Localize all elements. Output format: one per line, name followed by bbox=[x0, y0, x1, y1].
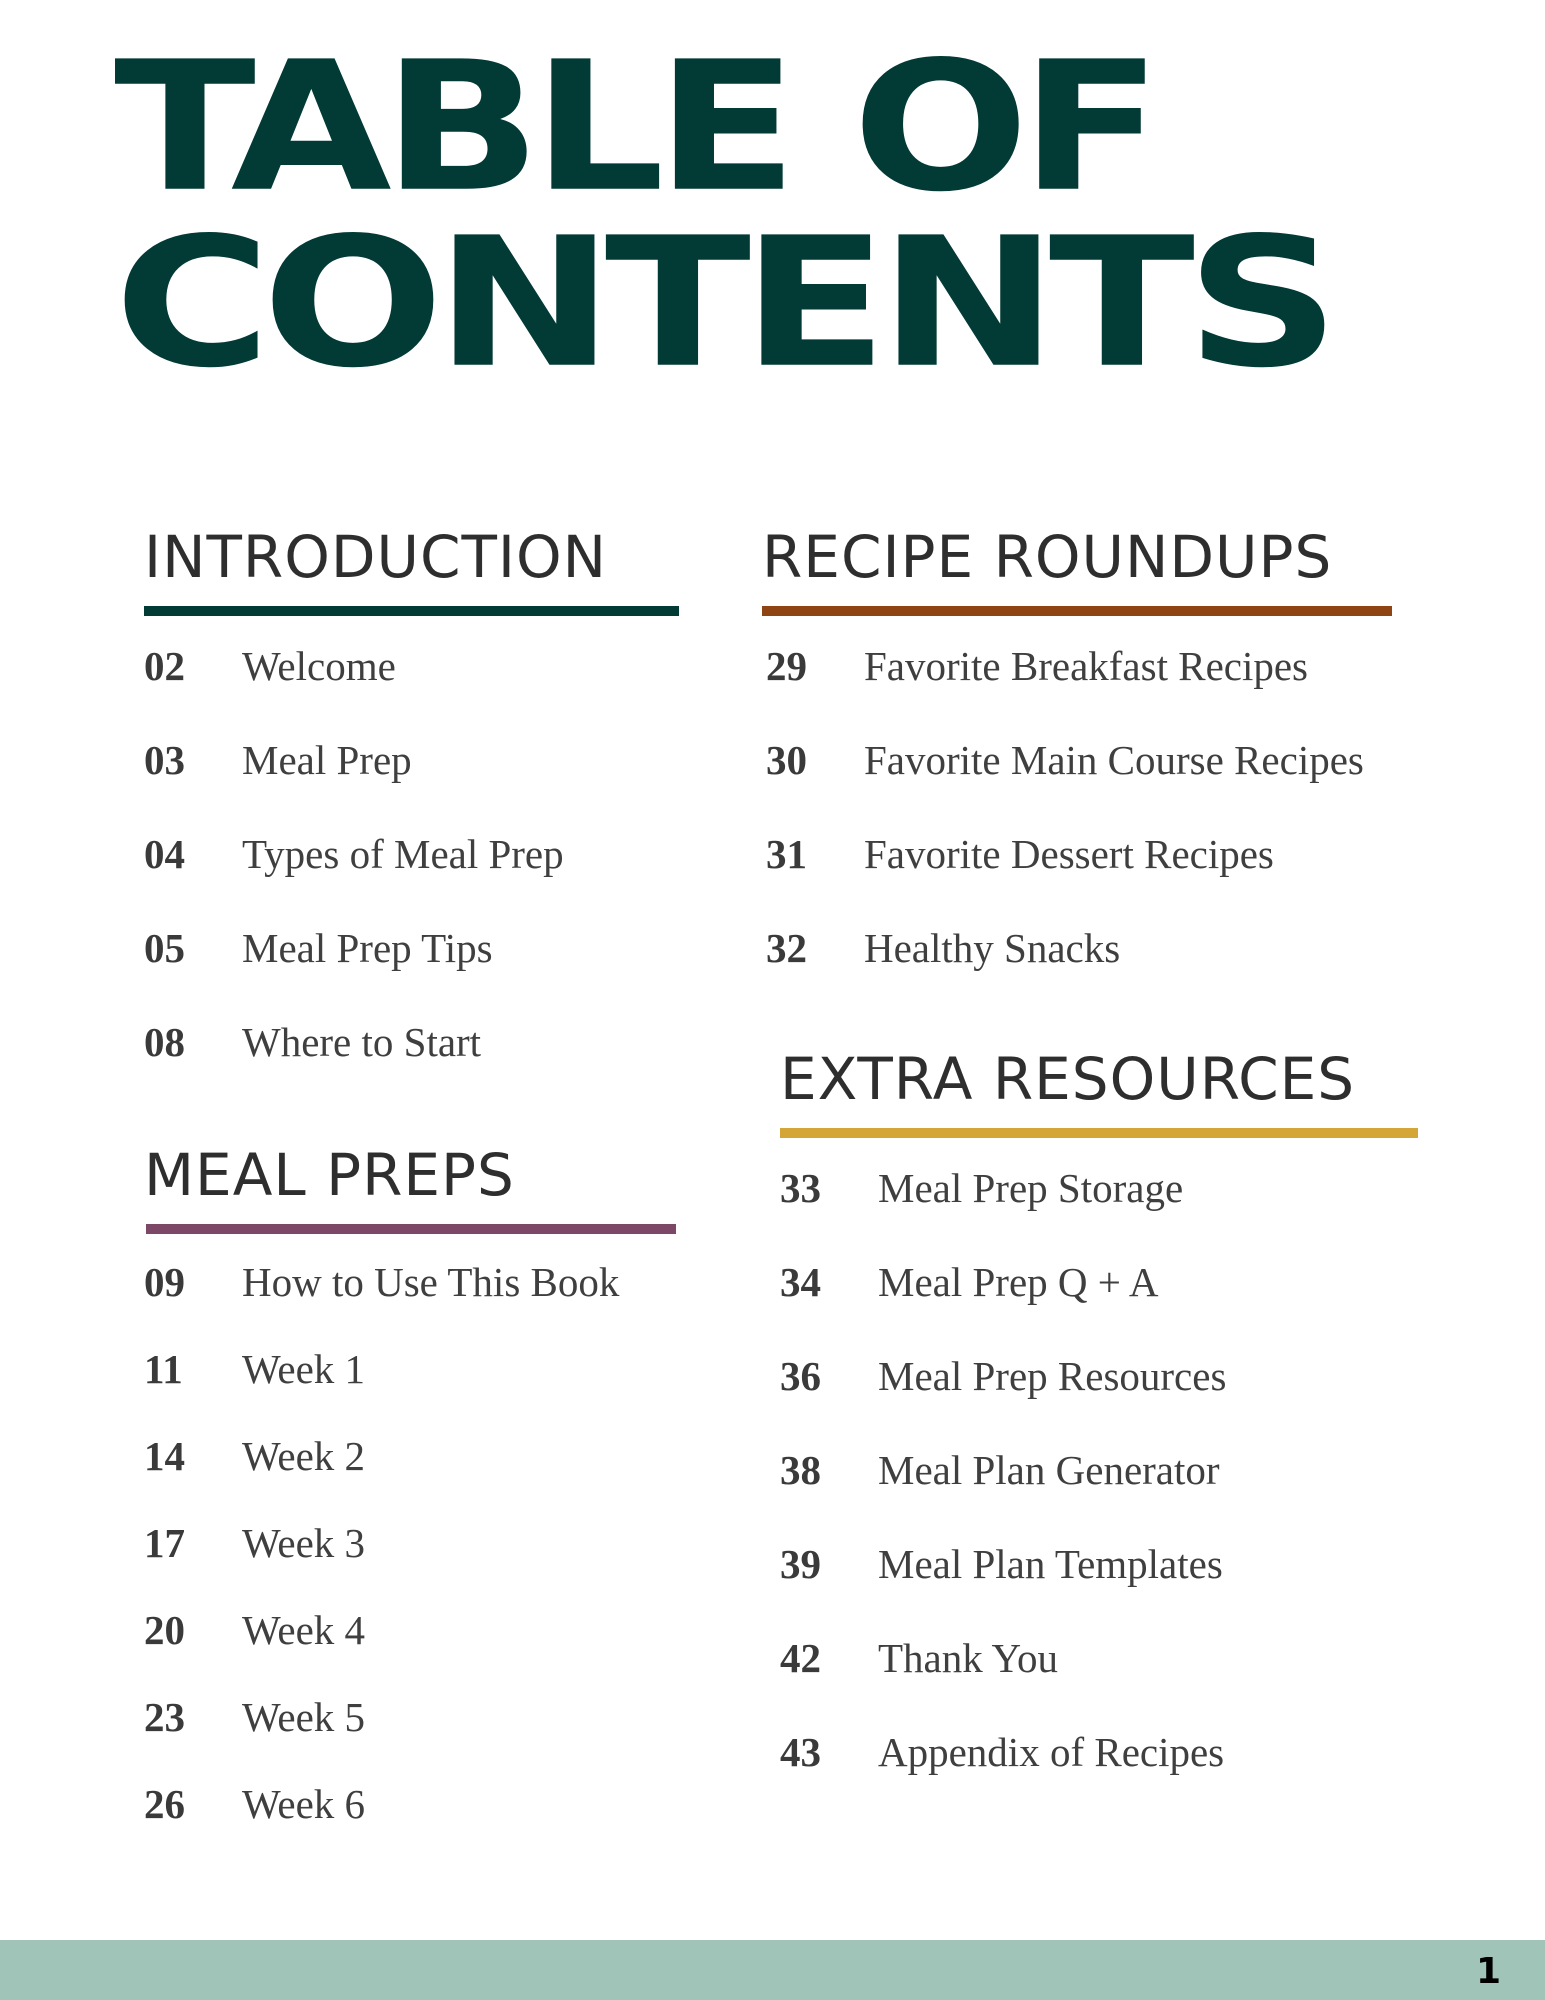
toc-list bbox=[780, 1164, 1418, 1822]
toc-page-number: 34 bbox=[780, 1259, 821, 1305]
toc-page-number: 03 bbox=[144, 737, 185, 783]
title-line-2: CONTENTS bbox=[114, 199, 1331, 408]
toc-entry-label: Welcome bbox=[242, 643, 396, 689]
section-divider bbox=[144, 606, 679, 616]
toc-entry bbox=[780, 1258, 1418, 1352]
toc-entry bbox=[762, 736, 1392, 830]
toc-entry bbox=[144, 1345, 679, 1432]
toc-page-number: 09 bbox=[144, 1259, 185, 1305]
toc-entry bbox=[780, 1446, 1418, 1540]
toc-entry-label: Thank You bbox=[878, 1635, 1058, 1681]
toc-entry bbox=[780, 1352, 1418, 1446]
toc-list bbox=[144, 642, 679, 1112]
toc-page-number: 33 bbox=[780, 1165, 821, 1211]
section-divider bbox=[762, 606, 1392, 616]
toc-page-number: 29 bbox=[766, 643, 807, 689]
toc-page-number: 02 bbox=[144, 643, 185, 689]
toc-page-number: 38 bbox=[780, 1447, 821, 1493]
toc-entry bbox=[144, 736, 679, 830]
footer-bar bbox=[0, 1940, 1545, 2000]
toc-entry bbox=[762, 642, 1392, 736]
section-recipe-roundups bbox=[762, 522, 1392, 1018]
toc-entry bbox=[780, 1540, 1418, 1634]
toc-page-number: 43 bbox=[780, 1729, 821, 1775]
toc-entry-label: How to Use This Book bbox=[242, 1259, 620, 1305]
toc-entry bbox=[780, 1634, 1418, 1728]
toc-entry-label: Meal Plan Templates bbox=[878, 1541, 1223, 1587]
toc-entry bbox=[762, 830, 1392, 924]
toc-page-number: 11 bbox=[144, 1346, 183, 1392]
toc-entry bbox=[144, 1780, 679, 1867]
toc-page-number: 23 bbox=[144, 1694, 185, 1740]
toc-entry-label: Meal Prep Resources bbox=[878, 1353, 1227, 1399]
toc-entry-label: Types of Meal Prep bbox=[242, 831, 564, 877]
section-heading: MEAL PREPS bbox=[144, 1141, 515, 1209]
toc-entry-label: Meal Prep Q + A bbox=[878, 1259, 1159, 1305]
toc-entry bbox=[780, 1164, 1418, 1258]
section-divider bbox=[780, 1128, 1418, 1138]
section-heading: INTRODUCTION bbox=[144, 523, 608, 591]
toc-page-number: 36 bbox=[780, 1353, 821, 1399]
toc-page-number: 08 bbox=[144, 1019, 185, 1065]
toc-page-number: 32 bbox=[766, 925, 807, 971]
toc-list bbox=[762, 642, 1392, 1018]
toc-entry-label: Meal Prep Tips bbox=[242, 925, 493, 971]
toc-entry-label: Week 5 bbox=[242, 1694, 366, 1740]
toc-entry bbox=[144, 1258, 679, 1345]
toc-entry bbox=[780, 1728, 1418, 1822]
toc-entry bbox=[144, 1519, 679, 1606]
toc-page-number: 14 bbox=[144, 1433, 185, 1479]
toc-entry-label: Meal Plan Generator bbox=[878, 1447, 1220, 1493]
section-heading: EXTRA RESOURCES bbox=[780, 1045, 1356, 1113]
toc-page-number: 39 bbox=[780, 1541, 821, 1587]
toc-entry-label: Favorite Main Course Recipes bbox=[864, 737, 1364, 783]
toc-entry-label: Week 2 bbox=[242, 1433, 366, 1479]
toc-entry-label: Where to Start bbox=[242, 1019, 482, 1065]
section-extra-resources bbox=[780, 1044, 1418, 1822]
toc-entry-label: Week 4 bbox=[242, 1607, 366, 1653]
toc-entry-label: Favorite Breakfast Recipes bbox=[864, 643, 1309, 689]
toc-entry bbox=[144, 1018, 679, 1112]
toc-entry-label: Meal Prep Storage bbox=[878, 1165, 1184, 1211]
toc-list bbox=[144, 1258, 679, 1867]
section-meal-preps bbox=[144, 1140, 679, 1867]
toc-entry-label: Meal Prep bbox=[242, 737, 412, 783]
toc-entry-label: Appendix of Recipes bbox=[878, 1729, 1225, 1775]
section-heading: RECIPE ROUNDUPS bbox=[762, 523, 1333, 591]
toc-page-number: 17 bbox=[144, 1520, 185, 1566]
toc-page-number: 05 bbox=[144, 925, 185, 971]
toc-entry bbox=[144, 1432, 679, 1519]
toc-entry bbox=[762, 924, 1392, 1018]
toc-entry-label: Week 3 bbox=[242, 1520, 366, 1566]
toc-entry bbox=[144, 1606, 679, 1693]
toc-entry-label: Week 6 bbox=[242, 1781, 366, 1827]
toc-entry-label: Week 1 bbox=[242, 1346, 366, 1392]
section-divider bbox=[146, 1224, 676, 1234]
page-title bbox=[114, 23, 1331, 408]
toc-entry bbox=[144, 924, 679, 1018]
title-line-1: TABLE OF bbox=[114, 23, 1154, 232]
toc-page-number: 31 bbox=[766, 831, 807, 877]
toc-page-number: 42 bbox=[780, 1635, 821, 1681]
toc-entry bbox=[144, 830, 679, 924]
toc-page-number: 26 bbox=[144, 1781, 185, 1827]
toc-page-number: 20 bbox=[144, 1607, 185, 1653]
page-number: 1 bbox=[1475, 1951, 1501, 1992]
toc-entry bbox=[144, 642, 679, 736]
toc-entry-label: Favorite Dessert Recipes bbox=[864, 831, 1274, 877]
section-introduction bbox=[144, 522, 679, 1112]
toc-page-number: 04 bbox=[144, 831, 185, 877]
toc-entry-label: Healthy Snacks bbox=[864, 925, 1121, 971]
toc-page-number: 30 bbox=[766, 737, 807, 783]
toc-entry bbox=[144, 1693, 679, 1780]
